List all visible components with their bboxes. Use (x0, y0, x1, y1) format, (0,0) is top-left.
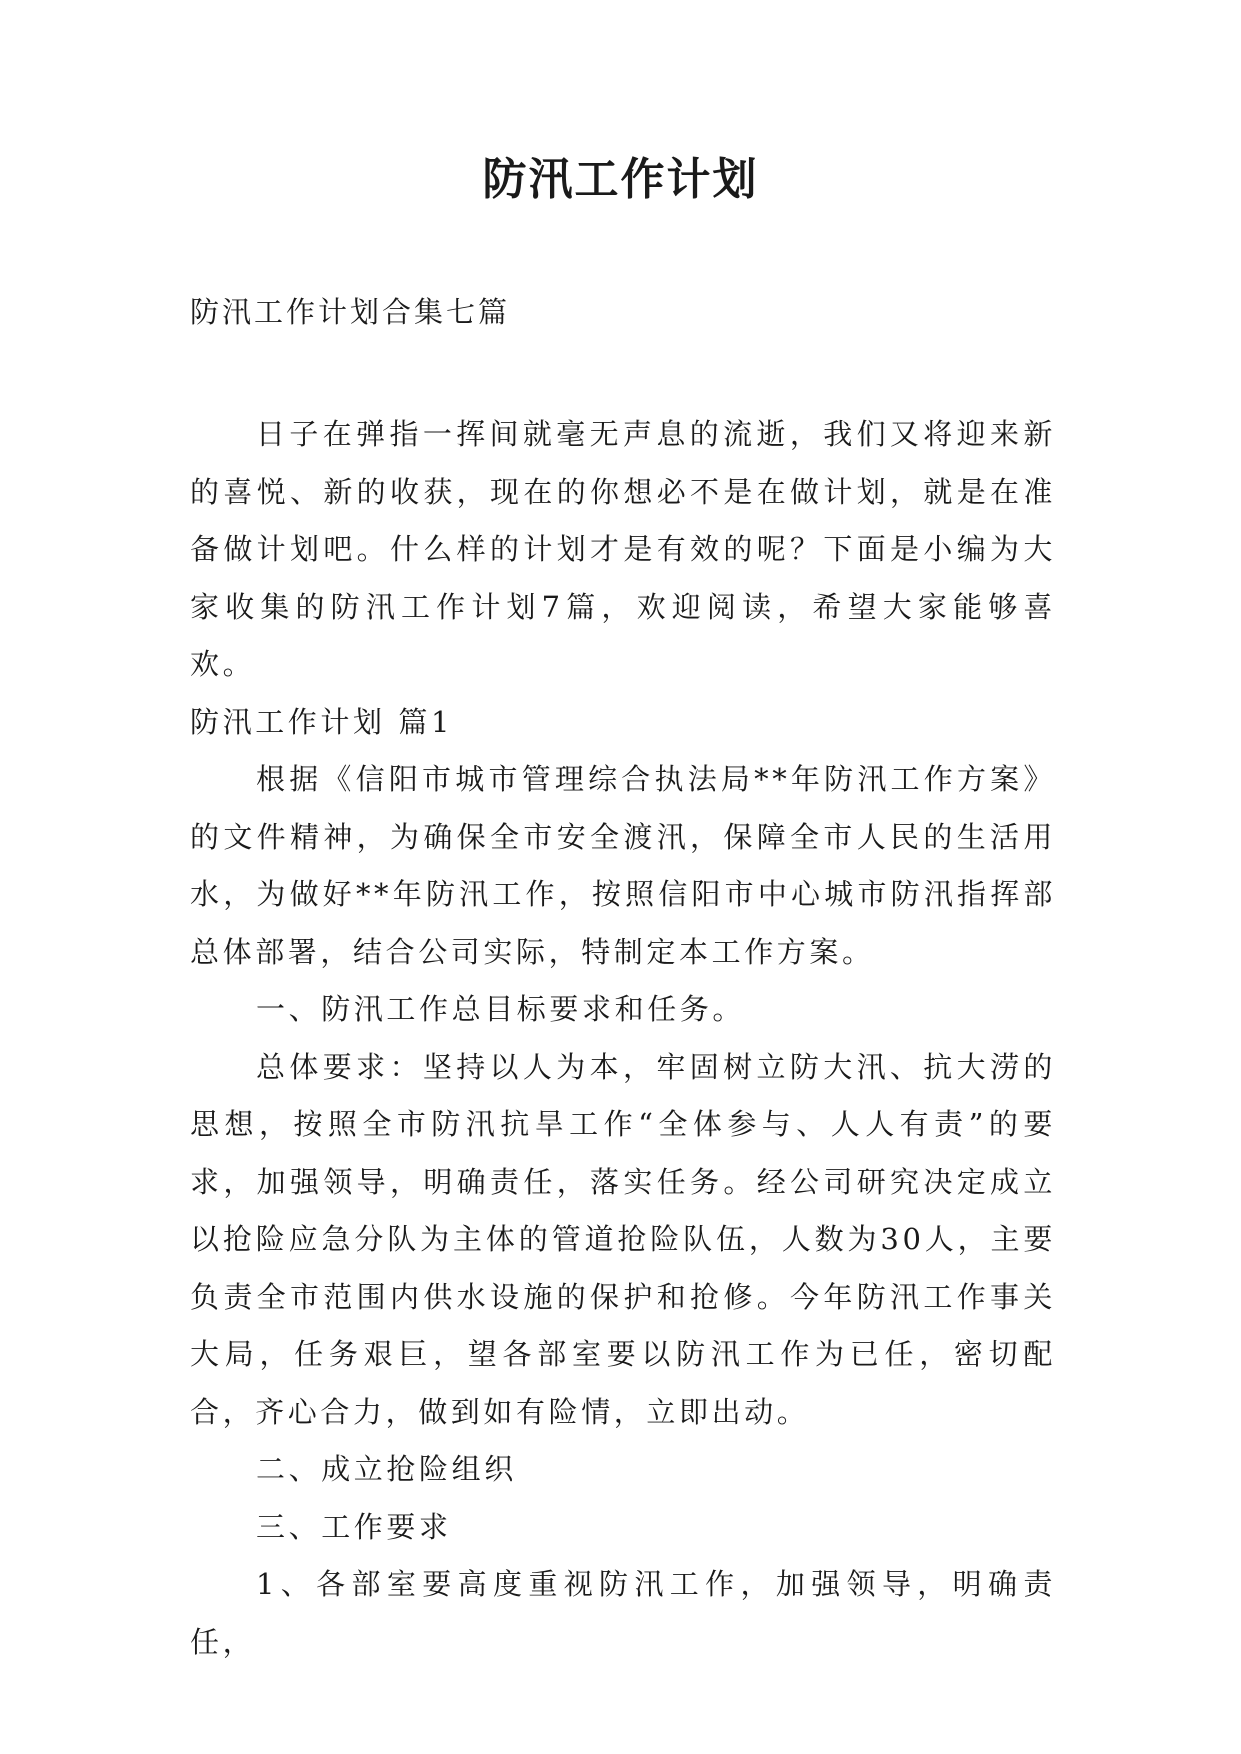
body-paragraph: 1、各部室要高度重视防汛工作，加强领导，明确责任， (190, 1567, 1056, 1659)
document-title: 防汛工作计划 (482, 154, 759, 205)
body-paragraph: 二、成立抢险组织 (256, 1452, 517, 1486)
document-body (190, 406, 1056, 1671)
body-paragraph: 一、防汛工作总目标要求和任务。 (256, 992, 746, 1026)
intro-paragraph: 日子在弹指一挥间就毫无声息的流逝，我们又将迎来新的喜悦、新的收获，现在的你想必不是在做计划，就是在准备做计划吧。什么样的计划才是有效的呢？下面是小编为大家收集的防汛工作计划7篇，欢迎阅读，希望大家能够喜欢。 (190, 417, 1056, 681)
section-heading: 防汛工作计划 篇1 (190, 704, 454, 739)
body-paragraph: 根据《信阳市城市管理综合执法局**年防汛工作方案》的文件精神，为确保全市安全渡汛，保障全市人民的生活用水，为做好**年防汛工作，按照信阳市中心城市防汛指挥部总体部署，结合公司实际，特制定本工作方案。 (190, 762, 1056, 969)
body-paragraph: 三、工作要求 (256, 1509, 452, 1544)
document-subtitle: 防汛工作计划合集七篇 (190, 295, 511, 329)
body-paragraph: 总体要求：坚持以人为本，牢固树立防大汛、抗大涝的思想，按照全市防汛抗旱工作“全体参与、人人有责”的要求，加强领导，明确责任，落实任务。经公司研究决定成立以抢险应急分队为主体的管道抢险队伍，人数为30人，主要负责全市范围内供水设施的保护和抢修。今年防汛工作事关大局，任务艰巨，望各部室要以防汛工作为已任，密切配合，齐心合力，做到如有险情，立即出动。 (190, 1049, 1056, 1429)
